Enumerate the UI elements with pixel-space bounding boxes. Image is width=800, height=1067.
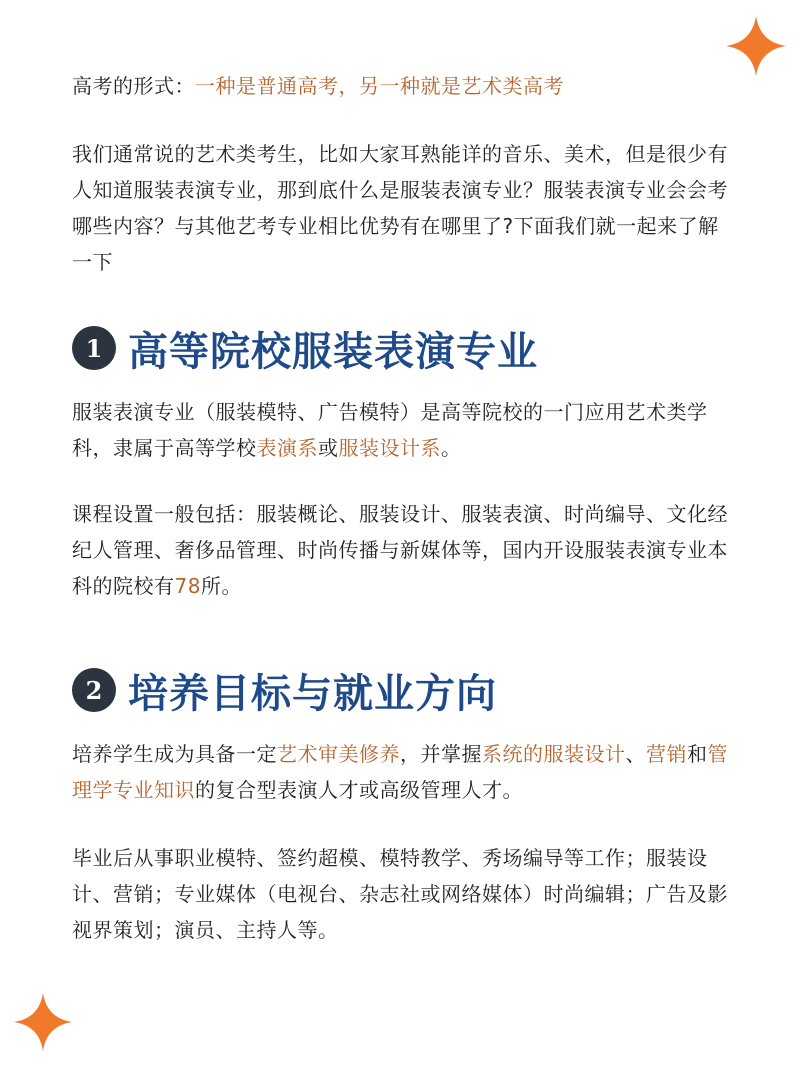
text-run: 和 bbox=[687, 742, 708, 766]
intro-label: 高考的形式： bbox=[72, 74, 195, 98]
highlight-text: 营销 bbox=[646, 742, 687, 766]
sparkle-star-icon bbox=[726, 16, 786, 76]
text-run: 服装表演专业（服装模特、广告模特）是高等院校的一门应用艺术类学科，隶属于高等学校 bbox=[72, 400, 708, 460]
section2-paragraph-a bbox=[72, 736, 732, 808]
highlight-text: 服装设计系 bbox=[338, 436, 441, 460]
intro-paragraph: 我们通常说的艺术类考生，比如大家耳熟能详的音乐、美术，但是很少有人知道服装表演专业，那到底什么是服装表演专业？服装表演专业会会考哪些内容？与其他艺考专业相比优势有在哪里了?下面我们就一起来了解一下 bbox=[72, 142, 728, 274]
section-heading-1 bbox=[72, 318, 538, 378]
highlight-text: 管理学专业知识 bbox=[72, 742, 728, 802]
highlight-text: 艺术审美修养 bbox=[277, 742, 400, 766]
section-title: 高等院校服装表演专业 bbox=[128, 327, 538, 375]
text-run: 、 bbox=[625, 742, 646, 766]
section1-paragraph-b bbox=[72, 496, 732, 604]
text-run: ，并掌握 bbox=[400, 742, 482, 766]
section2-paragraph-b: 毕业后从事职业模特、签约超模、模特教学、秀场编导等工作；服装设计、营销；专业媒体（电视台、杂志社或网络媒体）时尚编辑；广告及影视界策划；演员、主持人等。 bbox=[72, 846, 728, 942]
text-run: 所。 bbox=[200, 574, 242, 598]
section-heading-2 bbox=[72, 660, 497, 720]
section-number-badge: 1 bbox=[72, 326, 116, 370]
text-run: 或 bbox=[318, 436, 339, 460]
text-run: 培养学生成为具备一定 bbox=[72, 742, 277, 766]
highlight-text: 表演系 bbox=[256, 436, 318, 460]
text-run: 的复合型表演人才或高级管理人才。 bbox=[195, 778, 523, 802]
intro-line bbox=[72, 68, 732, 104]
sparkle-star-icon bbox=[14, 993, 72, 1051]
section1-paragraph-a bbox=[72, 394, 732, 466]
highlight-text: 78 bbox=[174, 574, 201, 598]
highlight-text: 系统的服装设计 bbox=[482, 742, 626, 766]
text-run: 。 bbox=[441, 436, 462, 460]
intro-highlight: 一种是普通高考，另一种就是艺术类高考 bbox=[195, 74, 564, 98]
section-number-badge: 2 bbox=[72, 668, 116, 712]
text-run: 课程设置一般包括：服装概论、服装设计、服装表演、时尚编导、文化经纪人管理、奢侈品管理、时尚传播与新媒体等，国内开设服装表演专业本科的院校有 bbox=[72, 502, 728, 598]
section-title: 培养目标与就业方向 bbox=[128, 669, 497, 717]
